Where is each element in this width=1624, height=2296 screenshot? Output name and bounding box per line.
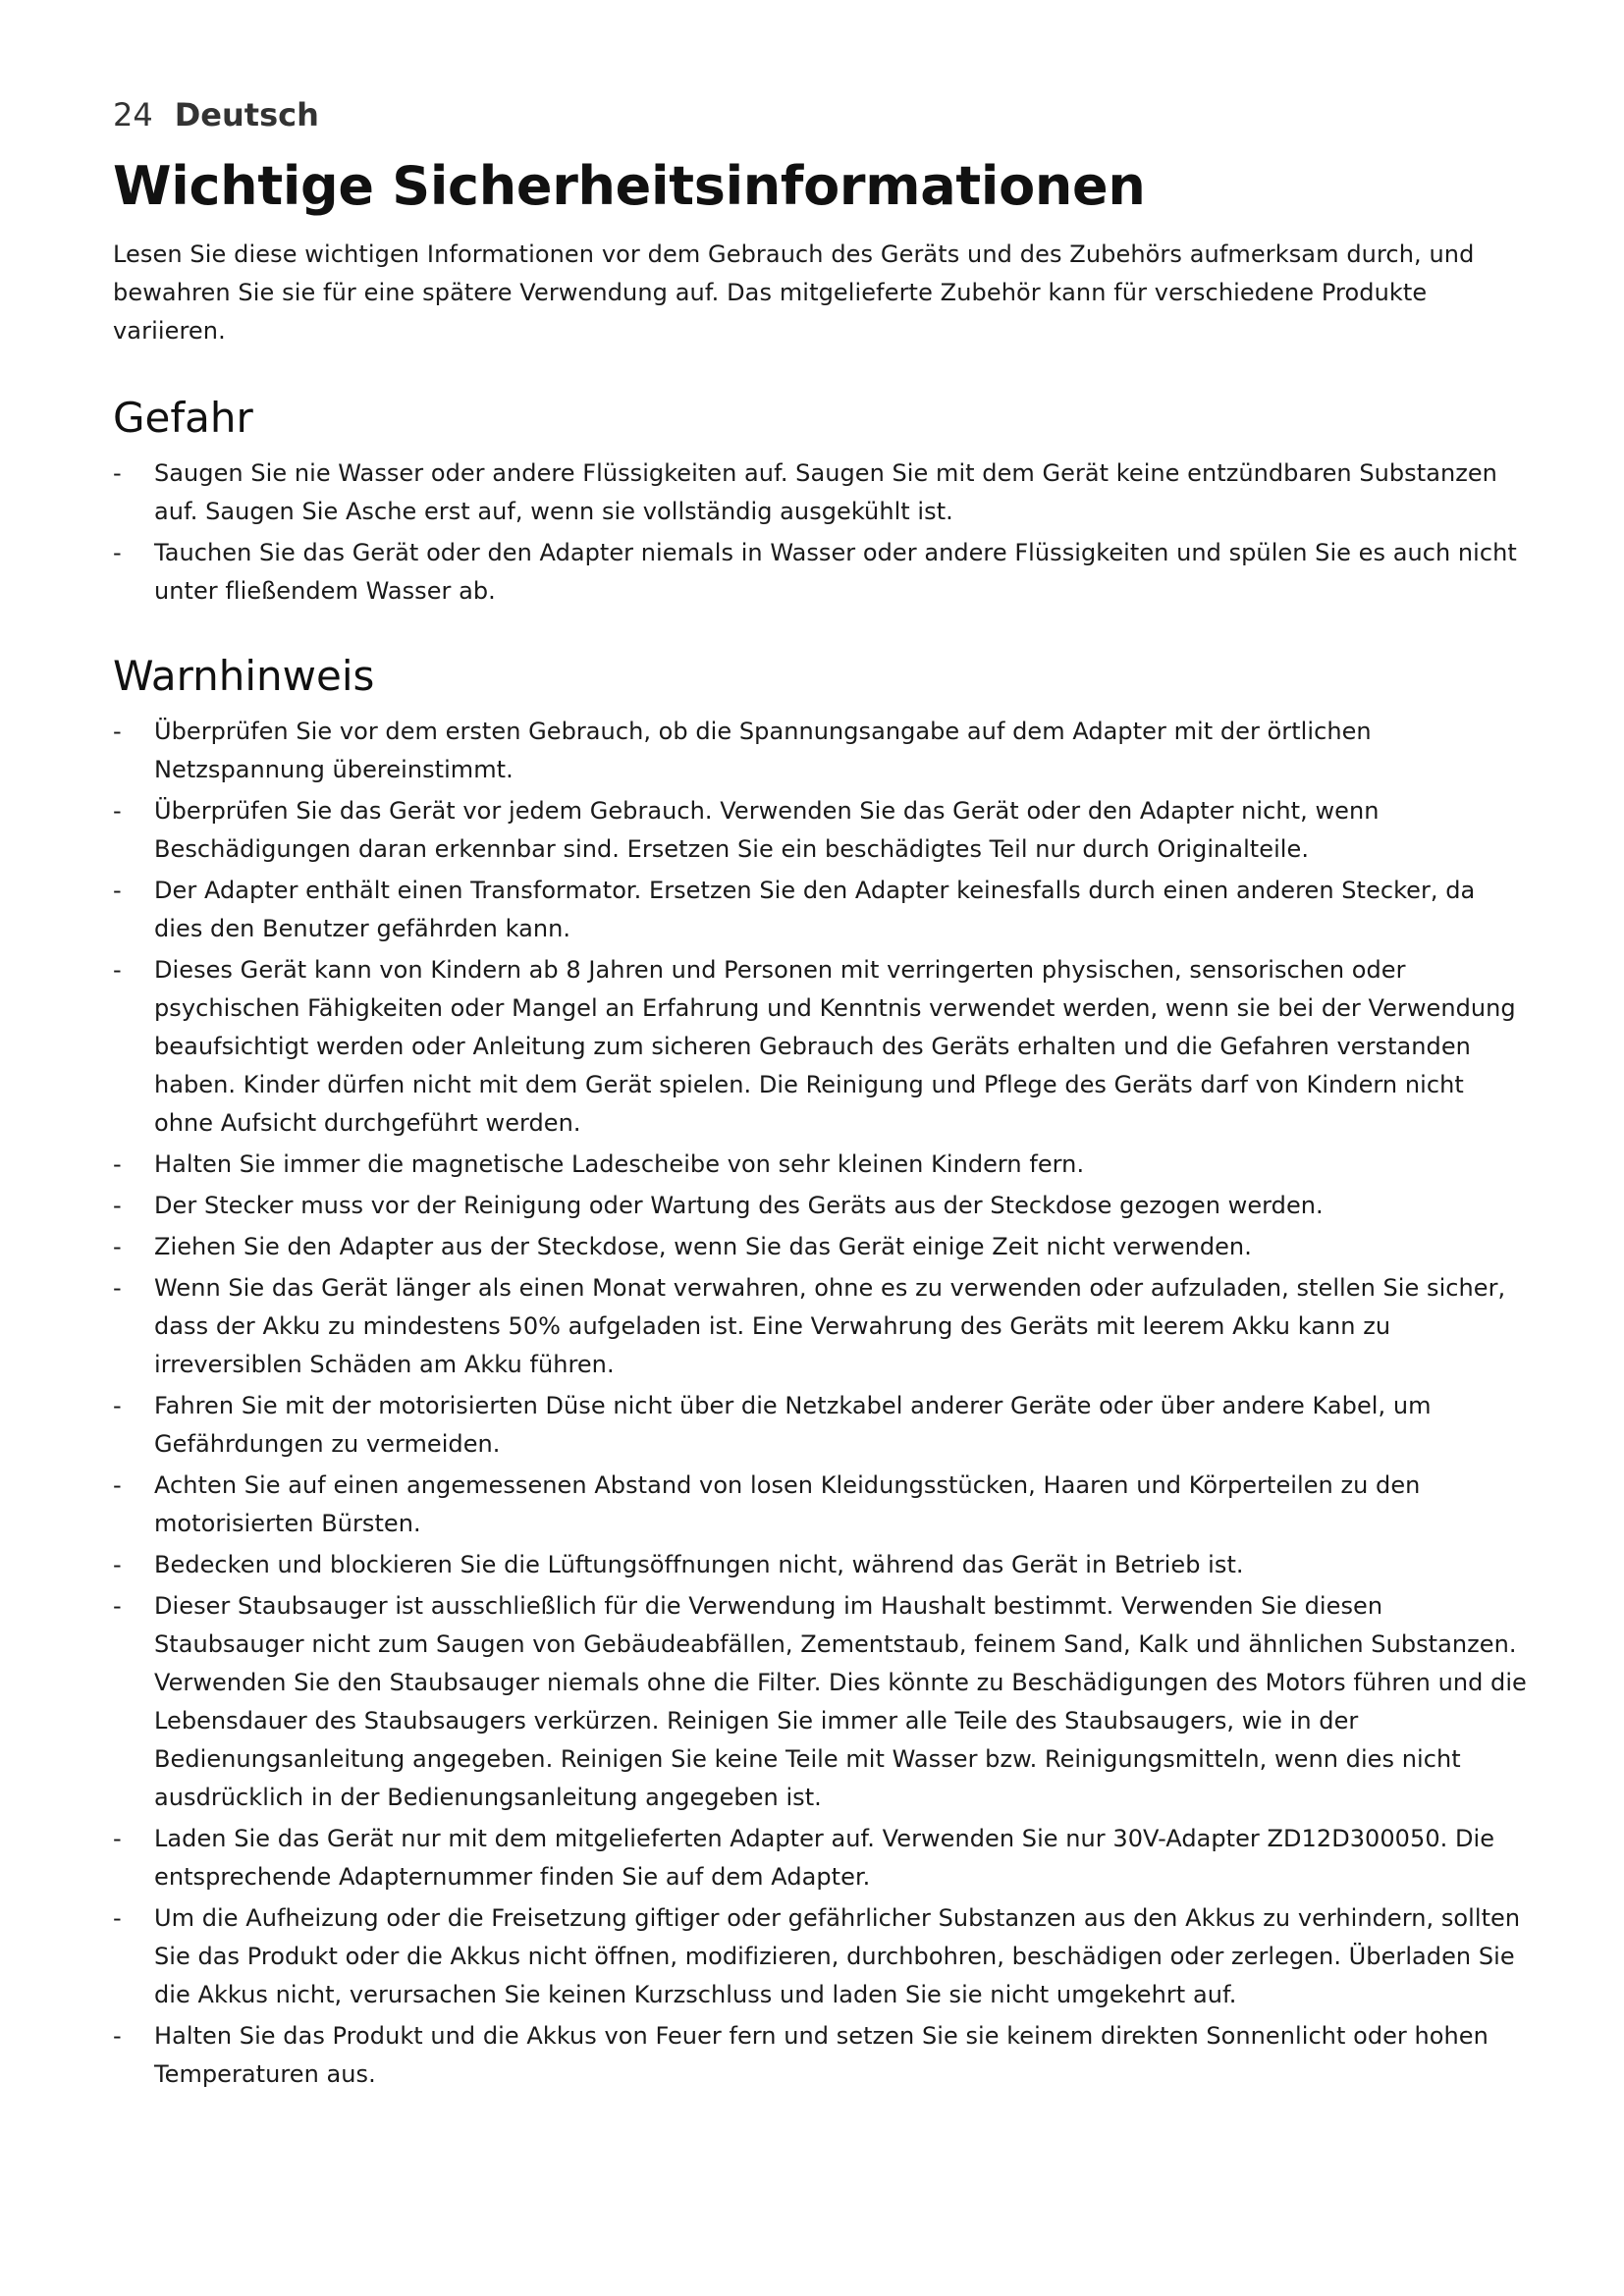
bullet-dash: - — [113, 459, 122, 487]
list-item-text: Halten Sie das Produkt und die Akkus von Feuer fern und setzen Sie sie keinem direkten Sonnenlicht oder hohen Temperaturen aus. — [154, 2022, 1489, 2088]
bullet-dash: - — [113, 1471, 122, 1499]
list-item — [113, 872, 1527, 948]
bullet-dash: - — [113, 1192, 122, 1219]
list-item-text: Bedecken und blockieren Sie die Lüftungsöffnungen nicht, während das Gerät in Betrieb ist. — [154, 1551, 1244, 1578]
list-item-text: Achten Sie auf einen angemessenen Abstand von losen Kleidungsstücken, Haaren und Körperteilen zu den motorisierten Bürsten. — [154, 1471, 1421, 1537]
list-item — [113, 713, 1527, 789]
list-item-text: Wenn Sie das Gerät länger als einen Monat verwahren, ohne es zu verwenden oder aufzuladen, stellen Sie sicher, dass der Akku zu mindestens 50% aufgeladen ist. Eine Verwahrung des Geräts mit leerem Akku kann zu irreversiblen Schäden am Akku führen. — [154, 1274, 1506, 1378]
list-item — [113, 1820, 1527, 1896]
document-page — [113, 96, 1527, 2097]
gefahr-list — [113, 454, 1527, 611]
section-gefahr — [113, 392, 1527, 611]
list-item — [113, 534, 1527, 611]
section-heading-warnhinweis: Warnhinweis — [113, 652, 375, 700]
list-item — [113, 1546, 1527, 1584]
section-heading-gefahr: Gefahr — [113, 394, 253, 442]
list-item-text: Halten Sie immer die magnetische Ladescheibe von sehr kleinen Kindern fern. — [154, 1150, 1085, 1178]
bullet-dash: - — [113, 797, 122, 825]
list-item — [113, 1146, 1527, 1184]
bullet-dash: - — [113, 1825, 122, 1852]
bullet-dash: - — [113, 1592, 122, 1620]
page-title: Wichtige Sicherheitsinformationen — [113, 155, 1146, 217]
list-item-text: Überprüfen Sie vor dem ersten Gebrauch, ob die Spannungsangabe auf dem Adapter mit der örtlichen Netzspannung übereinstimmt. — [154, 718, 1372, 783]
list-item-text: Dieser Staubsauger ist ausschließlich für die Verwendung im Haushalt bestimmt. Verwenden Sie diesen Staubsauger nicht zum Saugen von Gebäudeabfällen, Zementstaub, feinem Sand, Kalk und ähnlichen Substanzen. Verwenden Sie den Staubsauger niemals ohne die Filter. Dies könnte zu Beschädigungen des Motors führen und die Lebensdauer des Staubsaugers verkürzen. Reinigen Sie immer alle Teile des Staubsaugers, wie in der Bedienungsanleitung angegeben. Reinigen Sie keine Teile mit Wasser bzw. Reinigungsmitteln, wenn dies nicht ausdrücklich in der Bedienungsanleitung angegeben ist. — [154, 1592, 1527, 1811]
list-item — [113, 1467, 1527, 1543]
list-item — [113, 454, 1527, 531]
list-item — [113, 1187, 1527, 1225]
list-item-text: Laden Sie das Gerät nur mit dem mitgelieferten Adapter auf. Verwenden Sie nur 30V-Adapter ZD12D300050. Die entsprechende Adapternummer finden Sie auf dem Adapter. — [154, 1825, 1495, 1891]
bullet-dash: - — [113, 877, 122, 904]
list-item — [113, 1269, 1527, 1384]
list-item-text: Der Stecker muss vor der Reinigung oder Wartung des Geräts aus der Steckdose gezogen werden. — [154, 1192, 1324, 1219]
bullet-dash: - — [113, 1233, 122, 1260]
list-item — [113, 951, 1527, 1143]
list-item-text: Saugen Sie nie Wasser oder andere Flüssigkeiten auf. Saugen Sie mit dem Gerät keine entzündbaren Substanzen auf. Saugen Sie Asche erst auf, wenn sie vollständig ausgekühlt ist. — [154, 459, 1497, 525]
bullet-dash: - — [113, 956, 122, 984]
list-item-text: Der Adapter enthält einen Transformator. Ersetzen Sie den Adapter keinesfalls durch einen anderen Stecker, da dies den Benutzer gefährden kann. — [154, 877, 1476, 942]
bullet-dash: - — [113, 1904, 122, 1932]
bullet-dash: - — [113, 1150, 122, 1178]
section-warnhinweis — [113, 650, 1527, 2094]
bullet-dash: - — [113, 718, 122, 745]
list-item — [113, 2017, 1527, 2094]
warnhinweis-list — [113, 713, 1527, 2094]
list-item — [113, 1899, 1527, 2014]
bullet-dash: - — [113, 1274, 122, 1302]
intro-paragraph: Lesen Sie diese wichtigen Informationen vor dem Gebrauch des Geräts und des Zubehörs aufmerksam durch, und bewahren Sie sie für eine spätere Verwendung auf. Das mitgelieferte Zubehör kann für verschiedene Produkte variieren. — [113, 240, 1475, 345]
page-header — [113, 96, 1527, 135]
language-label: Deutsch — [174, 96, 319, 133]
list-item-text: Dieses Gerät kann von Kindern ab 8 Jahren und Personen mit verringerten physischen, sensorischen oder psychischen Fähigkeiten oder Mangel an Erfahrung und Kenntnis verwendet werden, wenn sie bei der Verwendung beaufsichtigt werden oder Anleitung zum sicheren Gebrauch des Geräts erhalten und die Gefahren verstanden haben. Kinder dürfen nicht mit dem Gerät spielen. Die Reinigung und Pflege des Geräts darf von Kindern nicht ohne Aufsicht durchgeführt werden. — [154, 956, 1516, 1137]
bullet-dash: - — [113, 539, 122, 566]
bullet-dash: - — [113, 2022, 122, 2050]
list-item — [113, 1387, 1527, 1464]
list-item-text: Ziehen Sie den Adapter aus der Steckdose, wenn Sie das Gerät einige Zeit nicht verwenden. — [154, 1233, 1252, 1260]
page-number: 24 — [113, 96, 153, 133]
list-item-text: Tauchen Sie das Gerät oder den Adapter niemals in Wasser oder andere Flüssigkeiten und spülen Sie es auch nicht unter fließendem Wasser ab. — [154, 539, 1517, 605]
list-item-text: Fahren Sie mit der motorisierten Düse nicht über die Netzkabel anderer Geräte oder über andere Kabel, um Gefährdungen zu vermeiden. — [154, 1392, 1432, 1458]
list-item-text: Um die Aufheizung oder die Freisetzung giftiger oder gefährlicher Substanzen aus den Akkus zu verhindern, sollten Sie das Produkt oder die Akkus nicht öffnen, modifizieren, durchbohren, beschädigen oder zerlegen. Überladen Sie die Akkus nicht, verursachen Sie keinen Kurzschluss und laden Sie sie nicht umgekehrt auf. — [154, 1904, 1521, 2008]
list-item-text: Überprüfen Sie das Gerät vor jedem Gebrauch. Verwenden Sie das Gerät oder den Adapter nicht, wenn Beschädigungen daran erkennbar sind. Ersetzen Sie ein beschädigtes Teil nur durch Originalteile. — [154, 797, 1380, 863]
list-item — [113, 792, 1527, 869]
list-item — [113, 1587, 1527, 1817]
bullet-dash: - — [113, 1551, 122, 1578]
bullet-dash: - — [113, 1392, 122, 1419]
list-item — [113, 1228, 1527, 1266]
